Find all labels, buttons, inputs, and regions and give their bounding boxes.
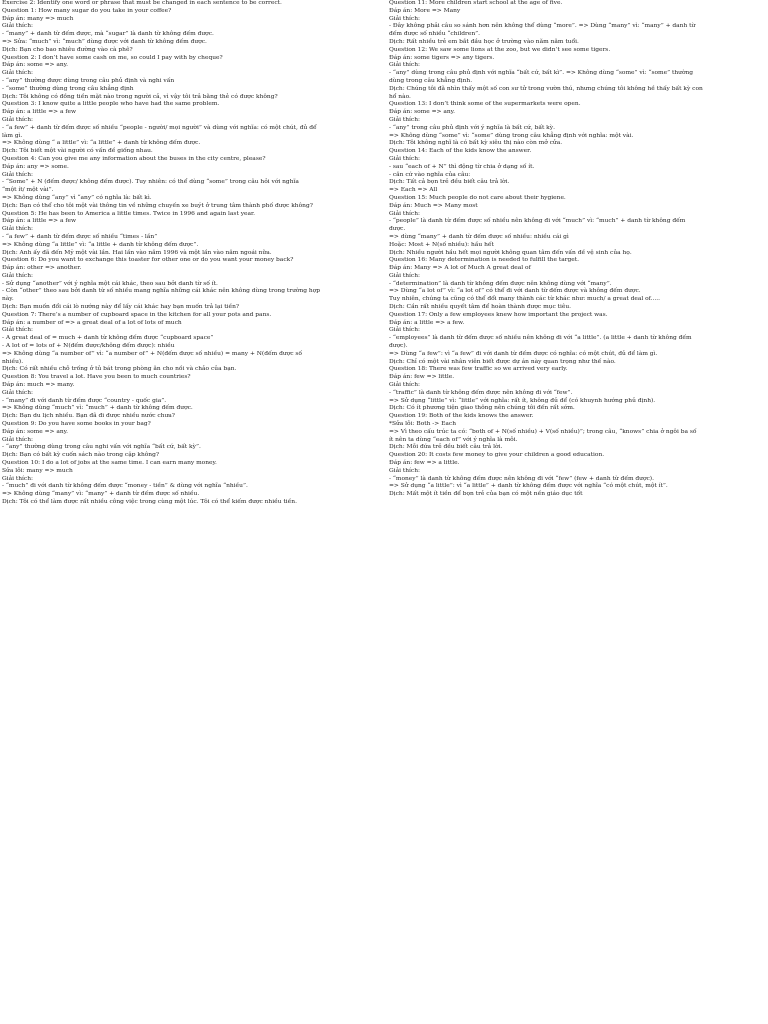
text-line: Question 10: I do a lot of jobs at the same time. I can earn many money. — [2, 460, 217, 467]
text-line: Question 15: Much people do not care about their hygiene. — [389, 194, 566, 201]
text-line: Dịch: Mỗi đứa trẻ đều biết câu trả lời. — [389, 444, 503, 451]
text-line: Question 9: Do you have some books in your bag? — [2, 421, 151, 428]
text-line: => Vì theo cấu trúc ta có: “both of + N(số nhiều) + V(số nhiều)”; trong câu, “knows” chia ở ngôi ba số — [389, 428, 697, 435]
left-column — [2, 0, 383, 1024]
text-line: Giải thích: — [389, 15, 420, 22]
text-line: Dịch: Tôi không nghĩ là có bất kỳ siêu thị nào còn mở cửa. — [389, 140, 563, 147]
text-line: Đáp án: some => any. — [2, 62, 69, 69]
text-line: Question 6: Do you want to exchange this toaster for other one or do you want your money back? — [2, 257, 294, 264]
text-line: Dịch: Bạn có bất kỳ cuốn sách nào trong cặp không? — [2, 452, 160, 459]
text-line: “một ít/ một vài”. — [2, 187, 54, 194]
text-line: Dịch: Tôi có thể làm được rất nhiều công việc trong cùng một lúc. Tôi có thể kiếm được nhiều tiền. — [2, 499, 297, 505]
text-line: Đáp án: many => much — [2, 15, 74, 22]
text-line: => Không dùng “any” vì “any” có nghĩa là: bất kì. — [2, 194, 152, 201]
text-line: Dịch: Rất nhiều trẻ em bắt đầu học ở trường vào năm năm tuổi. — [389, 38, 579, 45]
text-line: Question 13: I don’t think some of the supermarkets were open. — [389, 101, 581, 108]
text-line: Giải thích: — [389, 272, 420, 279]
text-line: - căn cứ vào nghĩa của câu: — [389, 171, 471, 178]
text-line: Question 8: You travel a lot. Have you been to much countries? — [2, 374, 191, 381]
text-line: => Sửa: “much” vì: “much” dùng được với danh từ không đếm được. — [2, 38, 207, 45]
text-line: => Each => All — [389, 187, 438, 194]
text-line: Đáp án: much => many. — [2, 382, 75, 389]
text-line: nhiều). — [2, 358, 24, 365]
text-line: Dịch: Bạn muốn đổi cái lò nướng này để lấy cái khác hay bạn muốn trả lại tiền? — [2, 304, 240, 311]
text-line: - Còn “other” theo sau bởi danh từ số nhiều mang nghĩa những cái khác nên không dùng trong trường hợp — [2, 288, 320, 295]
text-line: Dịch: Chúng tôi đã nhìn thấy một số con sư tử trong vườn thú, nhưng chúng tôi không hề thấy bất kỳ con — [389, 85, 703, 92]
text-line: Question 5: He has been to America a little times. Twice in 1996 and again last year. — [2, 210, 256, 217]
text-line: Question 1: How many sugar do you take in your coffee? — [2, 7, 172, 14]
text-line: - “any” thường được dùng trong câu phủ định và nghi vấn — [2, 77, 175, 84]
text-line: Question 7: There’s a number of cupboard space in the kitchen for all your pots and pans. — [2, 311, 272, 318]
text-line: được. — [389, 226, 406, 233]
text-line: Đáp án: some tigers => any tigers. — [389, 54, 495, 61]
text-line: - “Some” + N (đếm được/ không đếm được). Tuy nhiên: có thể dùng “some” trong câu hỏi với nghĩa — [2, 179, 299, 186]
text-line: Đáp án: few => a little. — [389, 460, 460, 467]
text-line: Đáp án: Much => Many most — [389, 202, 478, 209]
text-line: - “money” là danh từ không đếm được nên không đi với “few” (few + danh từ đếm được). — [389, 475, 654, 482]
text-line: - sau “each of + N” thì động từ chia ở dạng số ít. — [389, 163, 535, 170]
text-line: *Sửa lỗi: Both -> Each — [389, 421, 457, 428]
text-line: Giải thích: — [389, 327, 420, 334]
text-line: - “any” dùng trong câu phủ định với nghĩa “bất cứ, bất kì”. => Không dùng “some” vì: “some” thường — [389, 70, 694, 77]
text-line: Dịch: Cần rất nhiều quyết tâm để hoàn thành được mục tiêu. — [389, 304, 572, 311]
text-line: - “many” + danh từ đếm được, mà “sugar” là danh từ không đếm được. — [2, 31, 214, 38]
text-line: Giải thích: — [2, 116, 33, 123]
text-line: Giải thích: — [389, 382, 420, 389]
text-line: => Không dùng “ a little” vì: “a little” + danh từ không đếm được. — [2, 140, 201, 147]
text-line: đếm được số nhiều “children”. — [389, 31, 481, 38]
text-line: Giải thích: — [2, 475, 33, 482]
text-line: Dịch: Bạn cho bao nhiêu đường vào cà phê? — [2, 46, 133, 53]
text-line: Dịch: Tất cả bọn trẻ đều biết câu trả lời. — [389, 179, 510, 186]
text-line: Question 20: It costs few money to give your children a good education. — [389, 452, 605, 459]
text-line: => Sử dụng “little” vì: “little” với nghĩa: rất ít, không đủ để (có khuynh hướng phủ định). — [389, 397, 656, 404]
text-line: Giải thích: — [2, 327, 33, 334]
text-line: hổ nào. — [389, 93, 411, 100]
text-line: => Dùng “a few”: vì “a few” đi với danh từ đếm được có nghĩa: có một chút, đủ để làm gì. — [389, 350, 658, 357]
text-line: Đáp án: any => some. — [2, 163, 69, 170]
text-line: => Không dùng “a number of” vì: “a number of” + N(đếm được số nhiều) = many + N(đếm được số — [2, 350, 302, 357]
text-line: Giải thích: — [2, 436, 33, 443]
text-line: => Dùng “a lot of” vì: “a lot of” có thể đi với danh từ đếm được và không đếm được. — [389, 288, 641, 295]
text-line: => Không dùng “some” vì: “some” dùng trong câu khẳng định với nghĩa: một vài. — [389, 132, 634, 139]
text-line: dùng trong câu khẳng định. — [389, 77, 473, 84]
text-line: này. — [2, 296, 14, 303]
text-line: - Đây không phải câu so sánh hơn nên không thể dùng “more”. => Dùng “many” vì: “many” + danh từ — [389, 23, 696, 30]
text-line: Tuy nhiên, chúng ta cũng có thể đổi many thành các từ khác như: much/ a great deal of..... — [389, 296, 661, 303]
text-line: Giải thích: — [2, 23, 33, 30]
text-line: Giải thích: — [389, 210, 420, 217]
text-line: Dịch: Có ít phương tiện giao thông nên chúng tôi đến rất sớm. — [389, 405, 575, 412]
text-line: - Sử dụng “another” với ý nghĩa một cái khác, theo sau bởi danh từ số ít. — [2, 280, 218, 287]
text-line: - “determination” là danh từ không đếm được nên không dùng với “many”. — [389, 280, 612, 287]
text-line: Question 17: Only a few employees knew how important the project was. — [389, 311, 608, 318]
text-line: Dịch: Mất một ít tiền để bọn trẻ của bạn có một nền giáo dục tốt — [389, 491, 583, 498]
text-line: Đáp án: other => another. — [2, 265, 82, 272]
text-line: - A great deal of = much + danh từ không đếm được “cupboard space” — [2, 335, 214, 342]
text-line: Question 19: Both of the kids knows the answer. — [389, 413, 534, 420]
text-line: Dịch: Bạn du lịch nhiều. Bạn đã đi được nhiều nước chưa? — [2, 413, 175, 420]
text-line: Question 18: There was few traffic so we arrived very early. — [389, 366, 568, 373]
text-line: Sửa lỗi: many => much — [2, 467, 73, 474]
text-line: - “employees” là danh từ đếm được số nhiều nên không đi với “a little”. (a little + danh từ không đếm — [389, 335, 692, 342]
text-line: Dịch: Tôi không có đồng tiền mặt nào trong người cả, vì vậy tôi trả bằng thẻ có được không? — [2, 93, 278, 100]
text-line: Đáp án: More => Many — [389, 7, 461, 14]
text-line: Giải thích: — [389, 62, 420, 69]
text-line: => Không dùng “many” vì: “many” + danh từ đếm được số nhiều. — [2, 491, 200, 498]
text-line: được). — [389, 343, 408, 350]
text-line: - “any” thường dùng trong câu nghi vấn với nghĩa “bất cứ, bất kỳ”. — [2, 444, 201, 451]
text-line: - “any” trong câu phủ định với ý nghĩa là bất cứ, bất kỳ. — [389, 124, 555, 131]
text-line: Giải thích: — [389, 155, 420, 162]
text-line: - “people” là danh từ đếm được số nhiều nên không đi với “much” vì: “much” + danh từ không đếm — [389, 218, 686, 225]
text-line: - “a few” + danh từ đếm được số nhiều “people - người/ mọi người” và dùng với nghĩa: có một chút, đủ để — [2, 124, 317, 131]
text-line: Dịch: Nhiều người hầu hết mọi người không quan tâm đến vấn đề vệ sinh của họ. — [389, 249, 632, 256]
text-line: Dịch: Có rất nhiều chỗ trống ở tủ bát trong phòng ăn cho nồi và chảo của bạn. — [2, 366, 237, 373]
text-line: Đáp án: a number of => a great deal of a lot of lots of much — [2, 319, 182, 326]
text-line: Đáp án: few => little. — [389, 374, 455, 381]
text-line: Giải thích: — [2, 389, 33, 396]
text-line: - A lot of = lots of + N(đếm được/không đếm được): nhiều — [2, 343, 175, 350]
text-line: Dịch: Bạn có thể cho tôi một vài thông tin về những chuyến xe buýt ở trung tâm thành phố được không? — [2, 202, 313, 209]
text-line: Question 14: Each of the kids know the answer. — [389, 148, 532, 155]
text-line: Question 3: I know quite a little people who have had the same problem. — [2, 101, 220, 108]
text-line: Question 16: Many determination is needed to fulfill the target. — [389, 257, 580, 264]
text-line: - “traffic” là danh từ không đếm được nên không đi với “few”. — [389, 389, 573, 396]
text-line: - “many” đi với danh từ đếm được “country - quốc gia”. — [2, 397, 167, 404]
text-line: Đáp án: a little => a few. — [389, 319, 465, 326]
text-line: Đáp án: Many => A lot of Much A great deal of — [389, 265, 531, 272]
text-line: Giải thích: — [2, 171, 33, 178]
right-column — [383, 0, 764, 1024]
text-line: Question 12: We saw some lions at the zoo, but we didn’t see some tigers. — [389, 46, 611, 53]
text-line: Đáp án: a little => a few — [2, 218, 77, 225]
text-line: Exercise 2: Identify one word or phrase that must be changed in each sentence to be correct. — [2, 0, 282, 6]
text-line: => Sử dụng “a little”: vì “a little” + danh từ không đếm được với nghĩa “có một chút, một ít”. — [389, 483, 668, 490]
text-line: Giải thích: — [2, 272, 33, 279]
text-line: làm gì. — [2, 132, 23, 139]
text-line: => Không dùng “much” vì: “much” + danh từ không đếm được. — [2, 405, 193, 412]
text-line: Giải thích: — [389, 467, 420, 474]
text-line: Dịch: Tôi biết một vài người có vấn đề giống nhau. — [2, 148, 153, 155]
text-line: Đáp án: some => any. — [389, 109, 456, 116]
text-line: - “much” đi với danh từ không đếm được “money - tiền” & dùng với nghĩa “nhiều”. — [2, 483, 248, 490]
text-line: ít nên ta dùng “each of” với ý nghĩa là mỗi. — [389, 436, 518, 443]
text-line: Question 4: Can you give me any information about the buses in the city centre, please? — [2, 155, 266, 162]
text-line: Giải thích: — [389, 116, 420, 123]
text-line: => dùng “many” + danh từ đếm được số nhiều: nhiều cái gì — [389, 233, 569, 240]
text-line: Giải thích: — [2, 70, 33, 77]
text-line: Đáp án: some => any. — [2, 428, 69, 435]
text-line: Hoặc: Most + N(số nhiều): hầu hết — [389, 241, 494, 248]
text-line: - “a few” + danh từ đếm được số nhiều “times - lần” — [2, 233, 158, 240]
text-line: => Không dùng “a little” vì: “a little + danh từ không đếm được”. — [2, 241, 199, 248]
text-line: Question 11: More children start school at the age of five. — [389, 0, 563, 6]
text-line: Question 2: I don’t have some cash on me, so could I pay with by cheque? — [2, 54, 223, 61]
text-line: Dịch: Chỉ có một vài nhân viên biết được dự án này quan trọng như thế nào. — [389, 358, 616, 365]
text-line: Đáp án: a little => a few — [2, 109, 77, 116]
text-line: - “some” thường dùng trong câu khẳng định — [2, 85, 134, 92]
text-line: Giải thích: — [2, 226, 33, 233]
text-line: Dịch: Anh ấy đã đến Mỹ một vài lần. Hai lần vào năm 1996 và một lần vào năm ngoái nữa. — [2, 249, 272, 256]
